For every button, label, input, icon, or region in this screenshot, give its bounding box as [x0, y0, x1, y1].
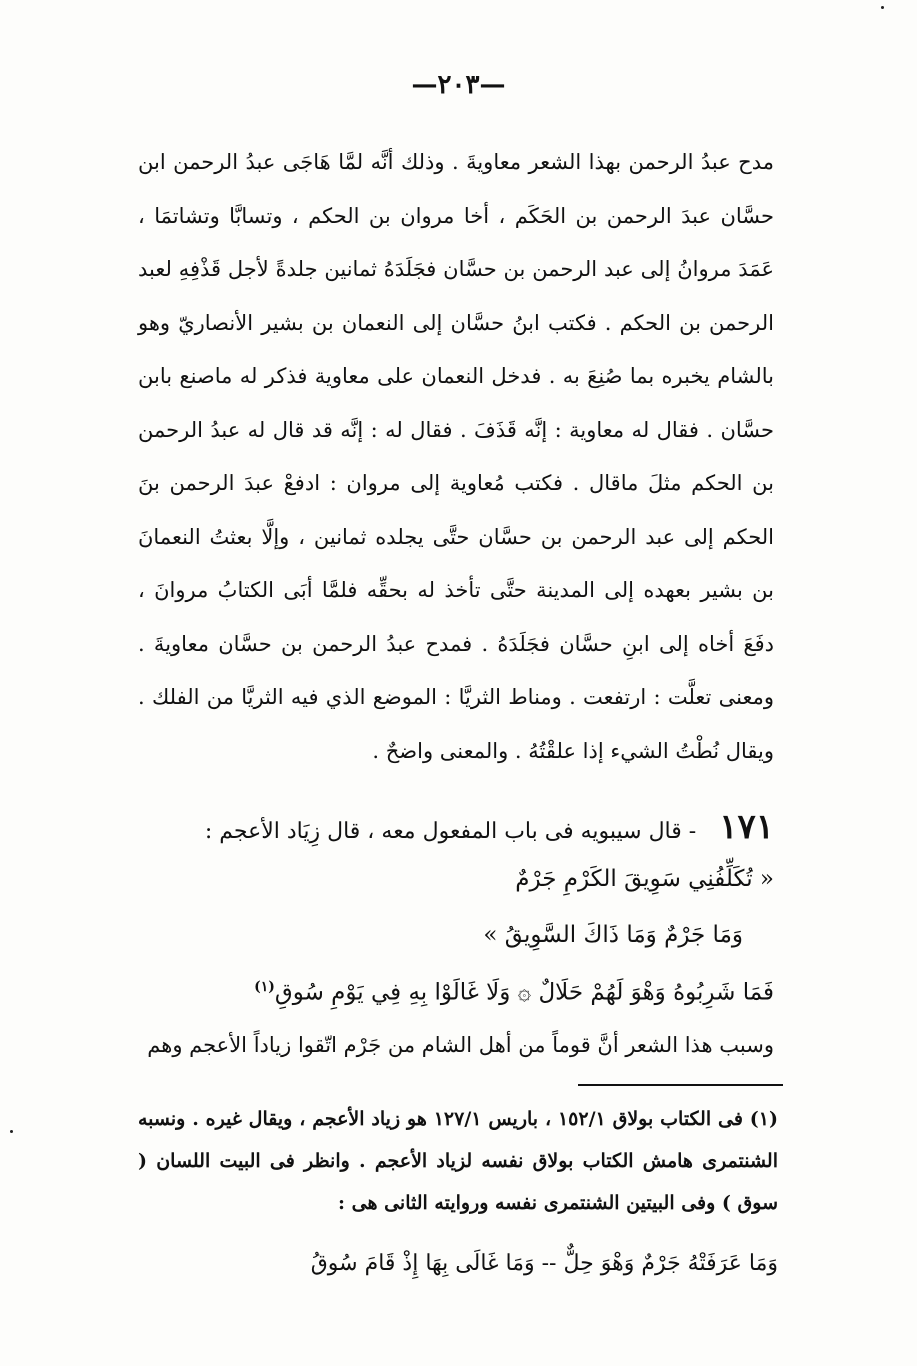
cause-text: وسبب هذا الشعر أنَّ قوماً من أهل الشام من جَرْم اتّقوا زياداً الأعجم وهم — [147, 1033, 774, 1057]
footnote-verse: وَمَا عَرَفَتْهُ جَرْمٌ وَهْوَ حِلٌّ -- وَمَا غَالَى بِهَا إِذْ قَامَ سُوقُ — [310, 1251, 778, 1276]
footnote-reference[interactable]: (١) — [254, 979, 275, 995]
verse-line-2: وَمَا جَرْمٌ وَمَا ذَاكَ السَّوِيقُ » — [483, 922, 743, 948]
page-number: —٢٠٣— — [411, 70, 506, 100]
scan-speck — [881, 6, 884, 9]
footnote-1: (١) فى الكتاب بولاق ١٥٢/١ ، باريس ١٢٧/١ هو زياد الأعجم ، ويقال غيره . ونسبه الشنتمرى هامش الكتاب بولاق نفسه لزياد الأعجم . وانظر فى البيت اللسان ( سوق ) وفى البيتين الشنتمرى نفسه وروايته الثانى هى : — [138, 1108, 778, 1214]
verse-line-3-text: فَمَا شَرِبُوهُ وَهْوَ لَهُمْ حَلَالٌ ۞ وَلَا غَالَوْا بِهِ فِي يَوْمِ سُوقِ — [274, 979, 774, 1006]
footnotes — [138, 1098, 778, 1224]
body-paragraph: مدح عبدُ الرحمن بهذا الشعر معاويةَ . وذلك أنَّه لمَّا هَاجَى عبدُ الرحمن ابن حسَّان عبدَ الرحمن بن الحَكَم ، أخا مروان بن الحكم ، وتسابَّا وتشاتمَا ، عَمَدَ مروانُ إلى عبد الرحمن بن حسَّان فجَلَدَهُ ثمانين جلدةً لأجل قَذْفِهِ لعبد الرحمن بن الحكم . فكتب ابنُ حسَّان إلى النعمان بن بشير الأنصاريّ وهو بالشام يخبره بما صُنِعَ به . فدخل النعمان على معاوية فذكر له ماصنع بابن حسَّان . فقال له معاوية : إنَّه قَذَفَ . فقال له : إنَّه قد قال له عبدُ الرحمن بن الحكم مثلَ ماقال . فكتب مُعاوية إلى مروان : ادفعْ عبدَ الرحمن بنَ الحكم إلى عبد الرحمن بن حسَّان حتَّى يجلده ثمانين ، وإلَّا بعثتُ النعمانَ بن بشير بعهده إلى المدينة حتَّى تأخذ له بحقِّه فلمَّا أبَى الكتابُ مروانَ ، دفَعَ أخاه إلى ابنِ حسَّان فجَلَدَهُ . فمدح عبدُ الرحمن بن حسَّان معاويةَ . ومعنى تعلَّت : ارتفعت . ومناط الثريَّا : الموضع الذي فيه الثريَّا من الفلك . ويقال نُطْتُ الشيء إذا علقْتُهُ . والمعنى واضحٌ . — [138, 150, 774, 763]
verse-line-3 — [254, 958, 774, 1022]
verse-line-1: « تُكَلِّفُنِي سَوِيقَ الكَرْمِ جَرْمٌ — [515, 866, 774, 892]
entry-number: ١٧١ — [719, 807, 774, 847]
footnote-divider — [578, 1084, 783, 1086]
entry-intro: - قال سيبويه فى باب المفعول معه ، قال زِيَاد الأعجم : — [204, 819, 697, 844]
body-text — [138, 136, 774, 778]
entry-heading — [138, 802, 774, 857]
scan-speck — [10, 1130, 13, 1133]
